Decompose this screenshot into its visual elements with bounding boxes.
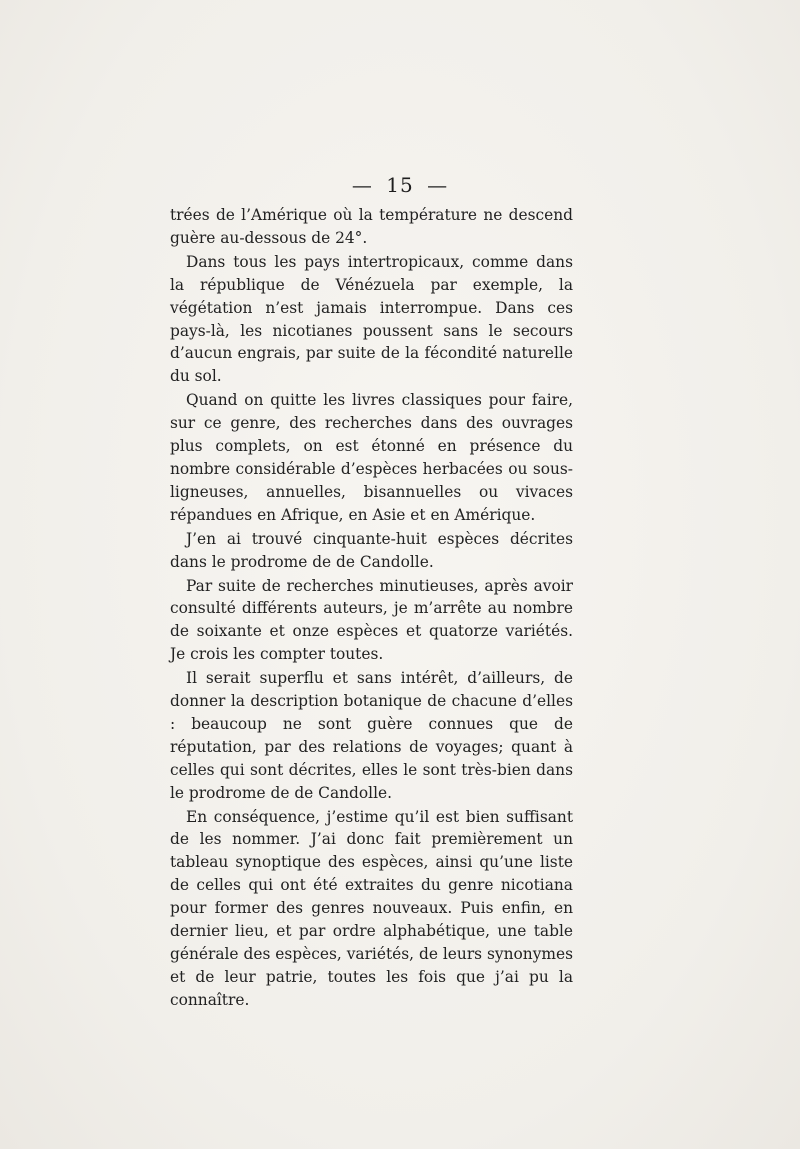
page-number: 15 <box>386 173 414 197</box>
page-body <box>170 204 573 1012</box>
paragraph: Il serait superflu et sans intérêt, d’ailleurs, de donner la description botanique de chacune d’elles : beaucoup ne sont guère connues que de réputation, par des relations de voyages; quant à celles qui sont décrites, elles le sont très-bien dans le prodrome de de Candolle. <box>170 669 573 802</box>
header-dash-right: — <box>427 173 449 197</box>
paragraph: Quand on quitte les livres classiques pour faire, sur ce genre, des recherches dans des ouvrages plus complets, on est étonné en présence du nombre considérable d’espèces herbacées ou sous-ligneuses, annuelles, bisannuelles ou vivaces répandues en Afrique, en Asie et en Amérique. <box>170 391 573 524</box>
header-dash-left: — <box>351 173 373 197</box>
paragraph: Par suite de recherches minutieuses, après avoir consulté différents auteurs, je m’arrête au nombre de soixante et onze espèces et quatorze variétés. Je crois les compter toutes. <box>170 576 573 664</box>
paragraph: En conséquence, j’estime qu’il est bien suffisant de les nommer. J’ai donc fait premièrement un tableau synoptique des espèces, ainsi qu’une liste de celles qui ont été extraites du genre nicotiana pour former des genres nouveaux. Puis enfin, en dernier lieu, et par ordre alphabétique, une table générale des espèces, variétés, de leurs synonymes et de leur patrie, toutes les fois que j’ai pu la connaître. <box>170 807 573 1009</box>
paragraph: J’en ai trouvé cinquante-huit espèces décrites dans le prodrome de de Candolle. <box>170 529 573 571</box>
page-header <box>0 173 800 197</box>
paragraph-continuation: trées de l’Amérique où la température ne descend guère au-dessous de 24°. <box>170 206 573 247</box>
paragraph: Dans tous les pays intertropicaux, comme dans la république de Vénézuela par exemple, la végétation n’est jamais interrompue. Dans ces pays-là, les nicotianes poussent sans le secours d’aucun engrais, par suite de la fécondité naturelle du sol. <box>170 252 573 386</box>
